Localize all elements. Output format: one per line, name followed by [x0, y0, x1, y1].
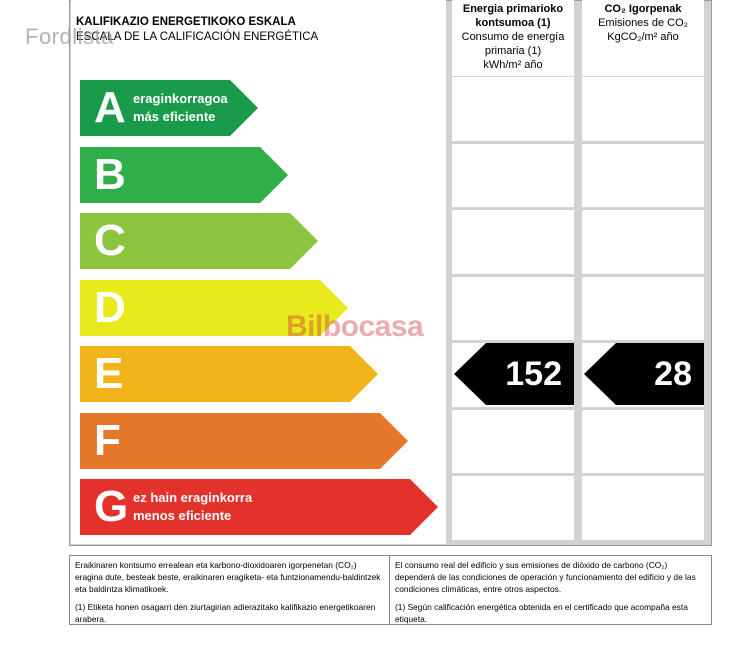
- rating-caption-es: menos eficiente: [133, 508, 232, 523]
- consumption-header: [452, 0, 574, 76]
- rating-letter-f: F: [94, 415, 121, 465]
- footer-es-note: (1) Según calificación energética obtenida en el certificado que acompaña esta etiqueta.: [395, 602, 688, 624]
- footer-es-text: El consumo real del edificio y sus emisiones de dióxido de carbono (CO₂) dependerá de las condiciones de operación y funcionamiento del edificio y de las condiciones climáticas, entre otros aspectos.: [395, 560, 696, 594]
- emissions-cell-c: [582, 210, 704, 274]
- rating-letter-a: A: [94, 83, 126, 132]
- rating-bar-e: [80, 346, 378, 402]
- consumption-result-value: 152: [505, 355, 562, 393]
- footer-eu-note: (1) Etiketa honen osagarri den ziurtagirian adierazitako kalifikazio energetikoaren arabera.: [75, 602, 376, 624]
- emissions-title-es: Emisiones de CO₂: [598, 17, 688, 29]
- rating-bar-g: [80, 479, 438, 535]
- rating-bar-b: [80, 147, 288, 203]
- consumption-cell-d: [452, 277, 574, 341]
- emissions-title-eu: CO₂ Igorpenak: [604, 3, 682, 15]
- rating-arrow-f: [80, 413, 408, 469]
- emissions-cell-f: [582, 410, 704, 474]
- emissions-cell-b: [582, 144, 704, 208]
- rating-arrow-e: [80, 346, 378, 402]
- rating-caption-eu: eraginkorragoa: [133, 91, 228, 106]
- emissions-result-value: 28: [654, 355, 692, 393]
- consumption-unit: kWh/m² año: [483, 59, 543, 71]
- rating-letter-c: C: [94, 216, 126, 265]
- footer-eu: [70, 556, 390, 624]
- rating-bar-c: [80, 213, 318, 269]
- consumption-cell-c: [452, 210, 574, 274]
- rating-bar-a: [80, 80, 258, 136]
- emissions-header: [582, 0, 704, 76]
- emissions-cell-a: [582, 77, 704, 141]
- emissions-unit: KgCO₂/m² año: [607, 31, 679, 43]
- rating-bar-f: [80, 413, 408, 469]
- consumption-cell-b: [452, 144, 574, 208]
- rating-letter-b: B: [94, 149, 126, 199]
- rating-letter-d: D: [94, 282, 126, 332]
- consumption-cell-g: [452, 476, 574, 540]
- rating-caption-es: más eficiente: [133, 109, 216, 124]
- consumption-result-arrow: [454, 343, 574, 405]
- consumption-cell-a: [452, 77, 574, 141]
- rating-letter-g: G: [94, 482, 129, 531]
- emissions-result-arrow: [584, 343, 704, 405]
- watermark-left: Fordlista: [25, 24, 114, 49]
- watermark-center: Bilbocasa: [286, 310, 424, 343]
- footer-eu-text: Eraikinaren kontsumo errealean eta karbono-dioxidoaren igorpenetan (CO₂) eragina dute, besteak beste, eraikinaren eragiketa- eta funtzionamendu-baldintzek eta baldintza klimatikoek.: [75, 560, 381, 594]
- rating-caption-eu: ez hain eraginkorra: [133, 490, 253, 505]
- scale-header: [71, 0, 446, 76]
- footer-es: [390, 556, 711, 624]
- consumption-title-es: Consumo de energía primaria (1): [461, 31, 565, 57]
- footer-notes: [69, 555, 712, 625]
- emissions-cell-g: [582, 476, 704, 540]
- emissions-cell-d: [582, 277, 704, 341]
- scale-title-eu: KALIFIKAZIO ENERGETIKOKO ESKALA: [76, 16, 296, 28]
- rating-letter-e: E: [94, 349, 124, 398]
- consumption-title-eu: Energia primarioko kontsumoa (1): [462, 3, 564, 29]
- consumption-cell-f: [452, 410, 574, 474]
- scale-title-es: ESCALA DE LA CALIFICACIÓN ENERGÉTICA: [76, 31, 319, 43]
